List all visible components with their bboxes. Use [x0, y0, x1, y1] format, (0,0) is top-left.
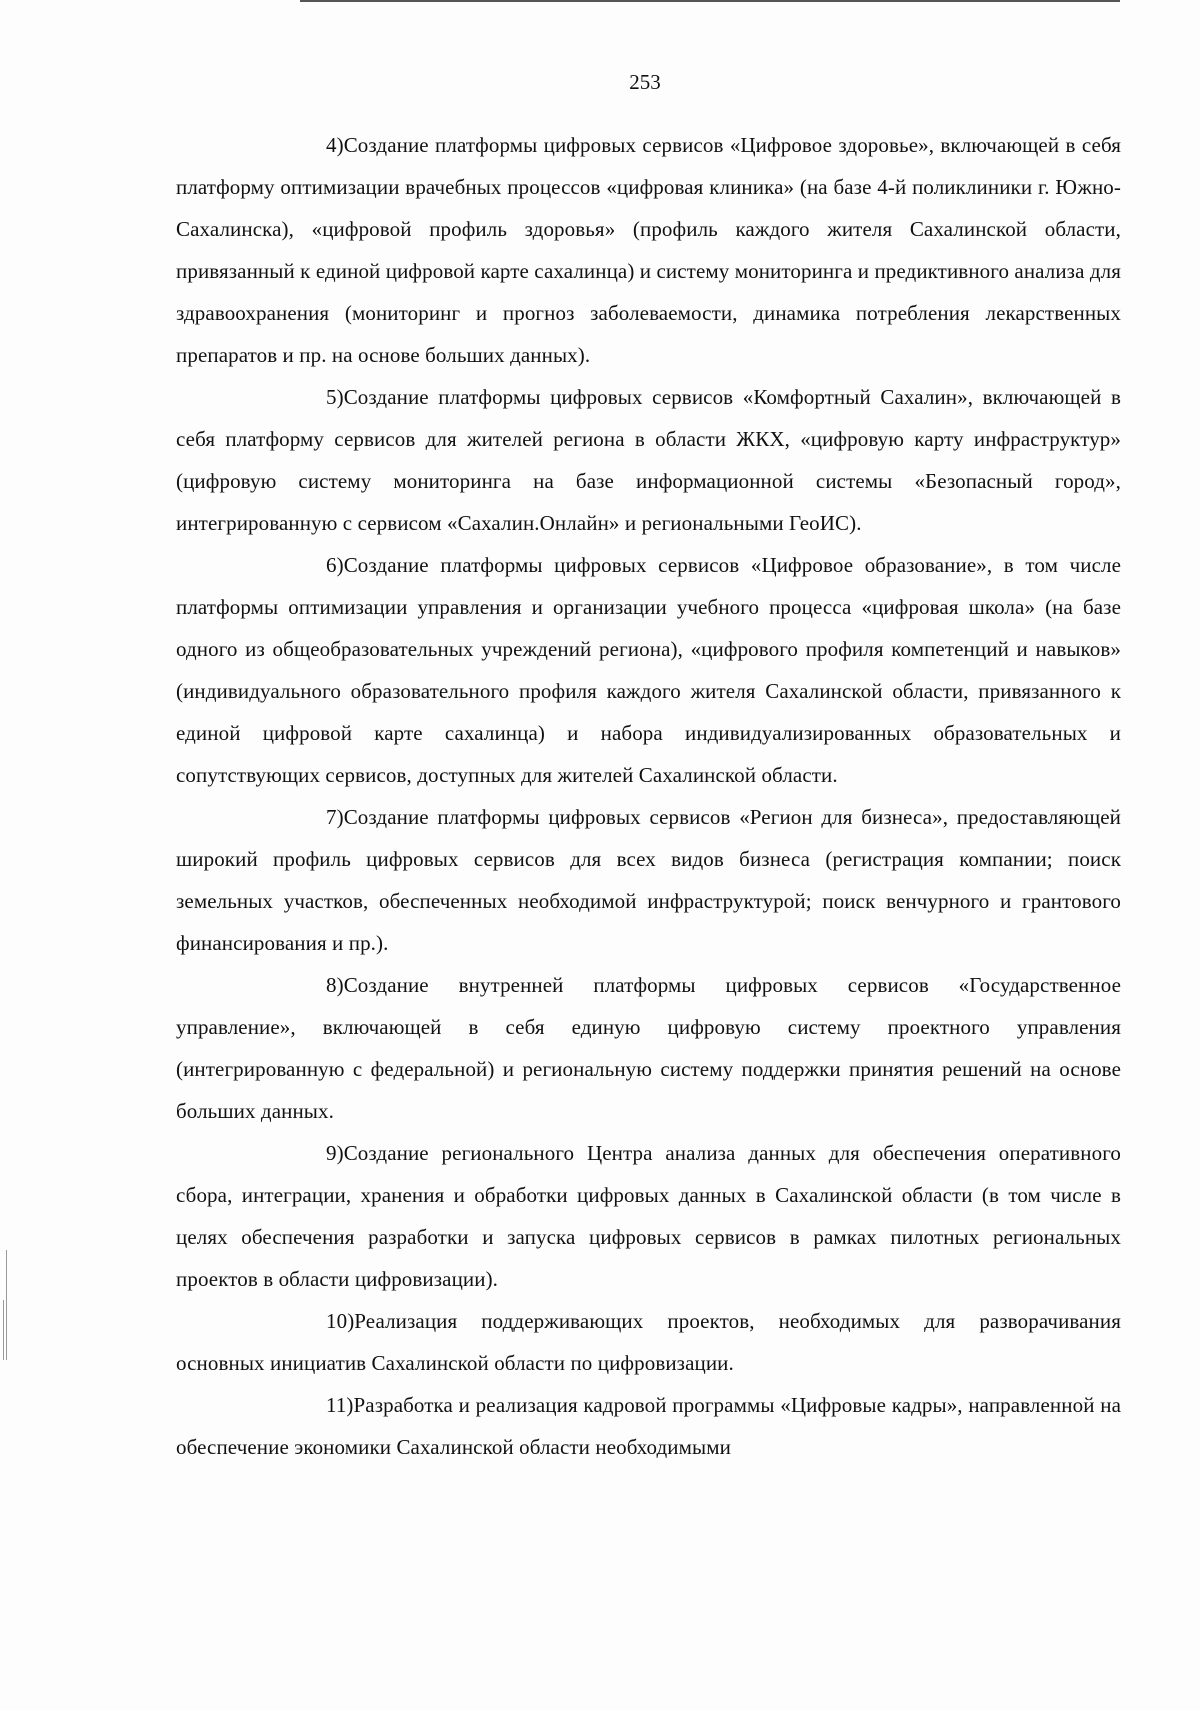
list-item-11: [176, 1384, 1121, 1468]
list-item-text: Создание платформы цифровых сервисов «Регион для бизнеса», предоставляющей широкий профиль цифровых сервисов для всех видов бизнеса (регистрация компании; поиск земельных участков, обеспеченных необходимой инфраструктурой; поиск венчурного и грантового финансирования и пр.).: [176, 805, 1121, 955]
list-item-text: Реализация поддерживающих проектов, необходимых для разворачивания основных инициатив Сахалинской области по цифровизации.: [176, 1309, 1121, 1375]
list-item-text: Создание платформы цифровых сервисов «Цифровое здоровье», включающей в себя платформу оптимизации врачебных процессов «цифровая клиника» (на базе 4-й поликлиники г. Южно-Сахалинска), «цифровой профиль здоровья» (профиль каждого жителя Сахалинской области, привязанный к единой цифровой карте сахалинца) и систему мониторинга и предиктивного анализа для здравоохранения (мониторинг и прогноз заболеваемости, динамика потребления лекарственных препаратов и пр. на основе больших данных).: [176, 133, 1121, 367]
list-item-10: [176, 1300, 1121, 1384]
list-item-number: 8): [326, 973, 344, 997]
list-item-number: 6): [326, 553, 344, 577]
list-item-number: 7): [326, 805, 344, 829]
scan-margin-mark: [6, 1250, 7, 1360]
list-item-7: [176, 796, 1121, 964]
list-item-text: Создание регионального Центра анализа данных для обеспечения оперативного сбора, интеграции, хранения и обработки цифровых данных в Сахалинской области (в том числе в целях обеспечения разработки и запуска цифровых сервисов в рамках пилотных региональных проектов в области цифровизации).: [176, 1141, 1121, 1291]
list-item-number: 4): [326, 133, 344, 157]
list-item-number: 11): [326, 1393, 354, 1417]
list-item-6: [176, 544, 1121, 796]
list-item-4: [176, 124, 1121, 376]
page-number: 253: [629, 70, 661, 94]
list-item-5: [176, 376, 1121, 544]
document-body: [176, 124, 1121, 1468]
list-item-text: Создание платформы цифровых сервисов «Цифровое образование», в том числе платформы оптимизации управления и организации учебного процесса «цифровая школа» (на базе одного из общеобразовательных учреждений региона), «цифрового профиля компетенций и навыков» (индивидуального образовательного профиля каждого жителя Сахалинской области, привязанного к единой цифровой карте сахалинца) и набора индивидуализированных образовательных и сопутствующих сервисов, доступных для жителей Сахалинской области.: [176, 553, 1121, 787]
list-item-text: Создание внутренней платформы цифровых сервисов «Государственное управление», включающей в себя единую цифровую систему проектного управления (интегрированную с федеральной) и региональную систему поддержки принятия решений на основе больших данных.: [176, 973, 1121, 1123]
list-item-number: 9): [326, 1141, 344, 1165]
list-item-number: 10): [326, 1309, 355, 1333]
top-edge-rule: [300, 0, 1120, 2]
list-item-9: [176, 1132, 1121, 1300]
list-item-text: Разработка и реализация кадровой программы «Цифровые кадры», направленной на обеспечение экономики Сахалинской области необходимыми: [176, 1393, 1121, 1459]
list-item-text: Создание платформы цифровых сервисов «Комфортный Сахалин», включающей в себя платформу сервисов для жителей региона в области ЖКХ, «цифровую карту инфраструктур» (цифровую систему мониторинга на базе информационной системы «Безопасный город», интегрированную с сервисом «Сахалин.Онлайн» и региональными ГеоИС).: [176, 385, 1121, 535]
scan-margin-mark: [3, 1300, 4, 1360]
list-item-8: [176, 964, 1121, 1132]
list-item-number: 5): [326, 385, 344, 409]
